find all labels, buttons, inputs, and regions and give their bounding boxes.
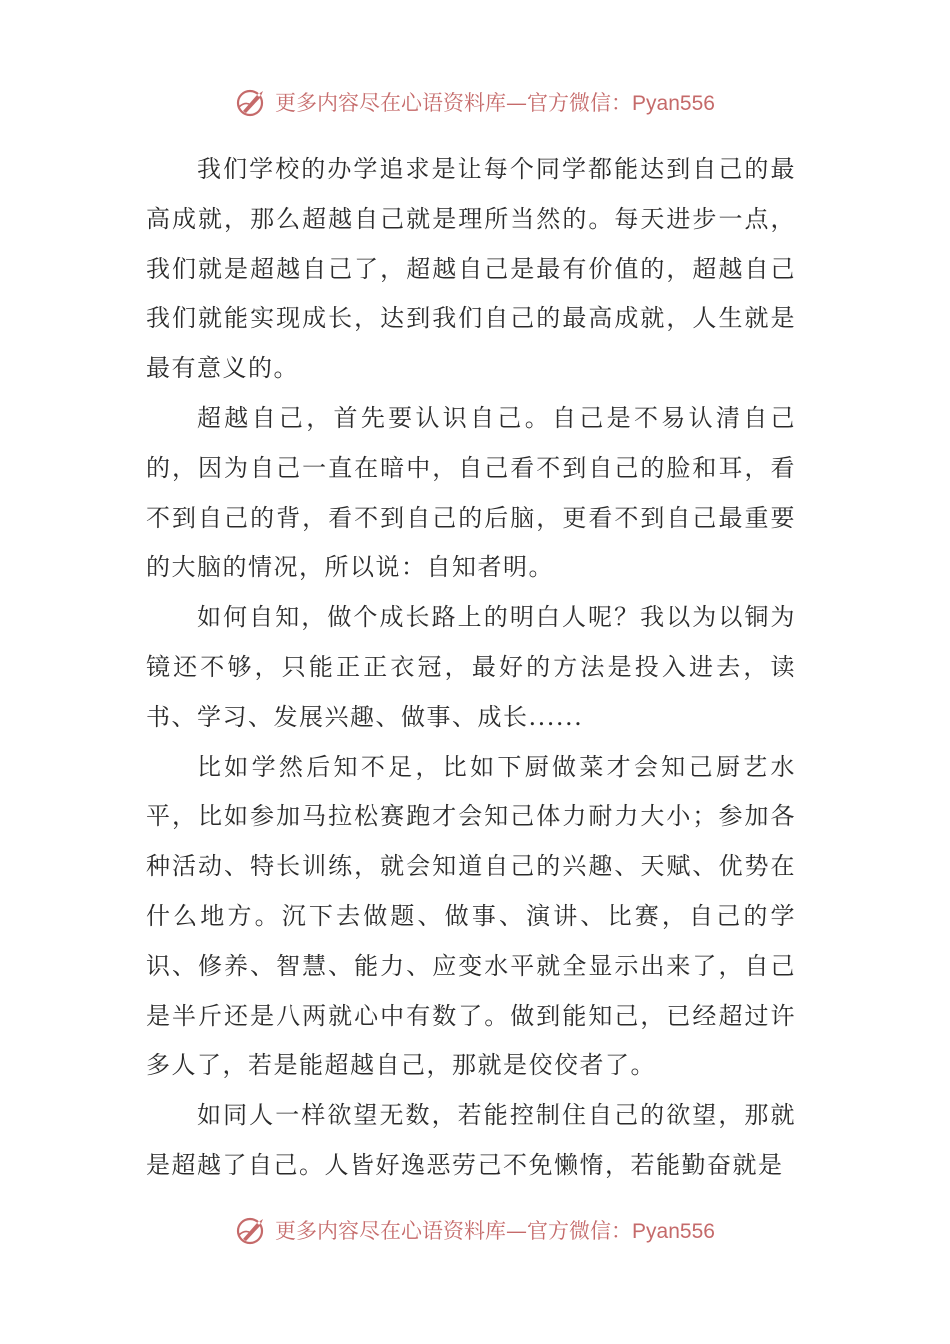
footer-banner-label: 更多内容尽在心语资料库—官方微信：: [275, 1219, 633, 1243]
paragraph-2: 超越自己，首先要认识自己。自己是不易认清自己的，因为自己一直在暗中，自己看不到自己的脸和耳，看不到自己的背，看不到自己的后脑，更看不到自己最重要的大脑的情况，所以说：自知者明。: [146, 403, 796, 582]
footer-banner-text: [275, 1215, 715, 1245]
header-wechat-id: Pyan556: [632, 92, 715, 115]
pen-nib-logo-icon: [235, 85, 269, 119]
header-banner-label: 更多内容尽在心语资料库—官方微信：: [275, 91, 633, 115]
document-body: [146, 145, 796, 1191]
footer-wechat-id: Pyan556: [632, 1220, 715, 1243]
pen-nib-logo-icon: [235, 1213, 269, 1247]
paragraph-1: 我们学校的办学追求是让每个同学都能达到自己的最高成就，那么超越自己就是理所当然的。每天进步一点，我们就是超越自己了，超越自己是最有价值的，超越自己我们就能实现成长，达到我们自己的最高成就，人生就是最有意义的。: [146, 155, 796, 383]
header-banner-text: [275, 87, 715, 117]
footer-banner: [0, 1208, 950, 1252]
header-banner: [0, 80, 950, 124]
paragraph-5: 如同人一样欲望无数，若能控制住自己的欲望，那就是超越了自己。人皆好逸恶劳己不免懒惰，若能勤奋就是: [146, 1101, 796, 1179]
paragraph-3: 如何自知，做个成长路上的明白人呢？我以为以铜为镜还不够，只能正正衣冠，最好的方法是投入进去，读书、学习、发展兴趣、做事、成长......: [146, 603, 796, 731]
paragraph-4: 比如学然后知不足，比如下厨做菜才会知己厨艺水平，比如参加马拉松赛跑才会知己体力耐力大小；参加各种活动、特长训练，就会知道自己的兴趣、天赋、优势在什么地方。沉下去做题、做事、演讲、比赛，自己的学识、修养、智慧、能力、应变水平就全显示出来了，自己是半斤还是八两就心中有数了。做到能知己，已经超过许多人了，若是能超越自己，那就是佼佼者了。: [146, 752, 796, 1080]
